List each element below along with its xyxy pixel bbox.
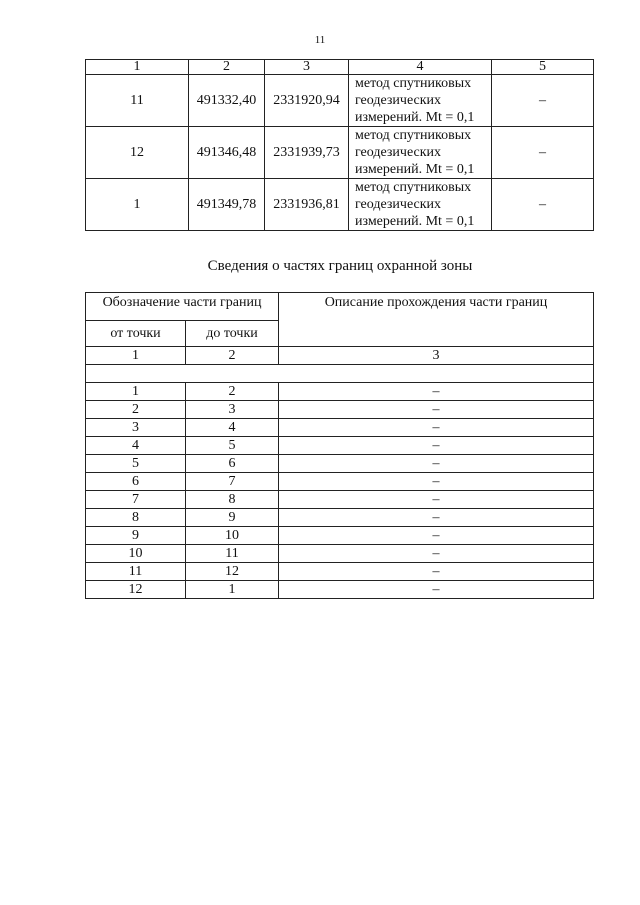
description-cell: – xyxy=(279,545,594,563)
column-number-row xyxy=(86,347,594,365)
table-row xyxy=(86,545,594,563)
table-row xyxy=(86,473,594,491)
method-line: геодезических xyxy=(355,197,442,212)
to-point-cell: 7 xyxy=(186,473,279,491)
y-coordinate: 2331936,81 xyxy=(265,179,349,231)
to-point-cell: 1 xyxy=(186,581,279,599)
from-point-cell: 4 xyxy=(86,437,186,455)
coords-header-cell: 4 xyxy=(349,60,492,75)
table-row xyxy=(86,75,594,127)
from-point-cell: 2 xyxy=(86,401,186,419)
coords-header-cell: 5 xyxy=(492,60,594,75)
table-row xyxy=(86,179,594,231)
from-point-cell: 10 xyxy=(86,545,186,563)
from-point-cell: 7 xyxy=(86,491,186,509)
note-cell: – xyxy=(492,179,594,231)
to-point-cell: 8 xyxy=(186,491,279,509)
column-number: 1 xyxy=(86,347,186,365)
to-point-cell: 6 xyxy=(186,455,279,473)
column-number: 2 xyxy=(186,347,279,365)
to-point-cell: 2 xyxy=(186,383,279,401)
point-number: 11 xyxy=(86,75,189,127)
coords-header-cell: 2 xyxy=(189,60,265,75)
designation-header: Обозначение части границ xyxy=(86,293,279,321)
method-line: метод спутниковых xyxy=(355,76,472,91)
to-point-cell: 10 xyxy=(186,527,279,545)
x-coordinate: 491346,48 xyxy=(189,127,265,179)
page-number: 11 xyxy=(314,34,326,46)
description-cell: – xyxy=(279,563,594,581)
point-number: 12 xyxy=(86,127,189,179)
to-point-cell: 11 xyxy=(186,545,279,563)
to-point-header: до точки xyxy=(186,321,279,347)
method-line: измерений. Mt = 0,1 xyxy=(355,214,475,229)
from-point-header: от точки xyxy=(86,321,186,347)
boundary-parts-table xyxy=(85,292,594,599)
description-cell: – xyxy=(279,437,594,455)
to-point-cell: 12 xyxy=(186,563,279,581)
description-cell: – xyxy=(279,491,594,509)
description-cell: – xyxy=(279,401,594,419)
parts-body xyxy=(86,383,594,599)
method-cell xyxy=(349,127,492,179)
table-row xyxy=(86,127,594,179)
coords-header-cell: 1 xyxy=(86,60,189,75)
coords-header-cell: 3 xyxy=(265,60,349,75)
description-cell: – xyxy=(279,473,594,491)
description-cell: – xyxy=(279,581,594,599)
y-coordinate: 2331920,94 xyxy=(265,75,349,127)
section-title: Сведения о частях границ охранной зоны xyxy=(207,258,473,274)
note-cell: – xyxy=(492,75,594,127)
method-line: геодезических xyxy=(355,145,442,160)
from-point-cell: 11 xyxy=(86,563,186,581)
method-line: метод спутниковых xyxy=(355,180,472,195)
description-cell: – xyxy=(279,509,594,527)
table-row xyxy=(86,491,594,509)
table-row xyxy=(86,527,594,545)
empty-cell xyxy=(86,365,594,383)
table-row xyxy=(86,437,594,455)
table-row xyxy=(86,563,594,581)
from-point-cell: 12 xyxy=(86,581,186,599)
from-point-cell: 8 xyxy=(86,509,186,527)
method-cell xyxy=(349,75,492,127)
y-coordinate: 2331939,73 xyxy=(265,127,349,179)
description-cell: – xyxy=(279,455,594,473)
table-row xyxy=(86,383,594,401)
description-cell: – xyxy=(279,419,594,437)
x-coordinate: 491332,40 xyxy=(189,75,265,127)
column-number: 3 xyxy=(279,347,594,365)
method-cell xyxy=(349,179,492,231)
table-row xyxy=(86,581,594,599)
from-point-cell: 1 xyxy=(86,383,186,401)
table-row xyxy=(86,401,594,419)
to-point-cell: 5 xyxy=(186,437,279,455)
method-line: измерений. Mt = 0,1 xyxy=(355,162,475,177)
table-row xyxy=(86,509,594,527)
from-point-cell: 9 xyxy=(86,527,186,545)
description-cell: – xyxy=(279,383,594,401)
method-line: метод спутниковых xyxy=(355,128,472,143)
coords-header-row xyxy=(86,60,594,75)
coordinates-table xyxy=(85,59,594,231)
to-point-cell: 4 xyxy=(186,419,279,437)
point-number: 1 xyxy=(86,179,189,231)
from-point-cell: 3 xyxy=(86,419,186,437)
from-point-cell: 5 xyxy=(86,455,186,473)
table-row xyxy=(86,455,594,473)
to-point-cell: 3 xyxy=(186,401,279,419)
parts-header-row xyxy=(86,293,594,321)
x-coordinate: 491349,78 xyxy=(189,179,265,231)
description-cell: – xyxy=(279,527,594,545)
description-header: Описание прохождения части границ xyxy=(279,293,594,347)
note-cell: – xyxy=(492,127,594,179)
method-line: измерений. Mt = 0,1 xyxy=(355,110,475,125)
method-line: геодезических xyxy=(355,93,442,108)
to-point-cell: 9 xyxy=(186,509,279,527)
empty-row xyxy=(86,365,594,383)
from-point-cell: 6 xyxy=(86,473,186,491)
table-row xyxy=(86,419,594,437)
